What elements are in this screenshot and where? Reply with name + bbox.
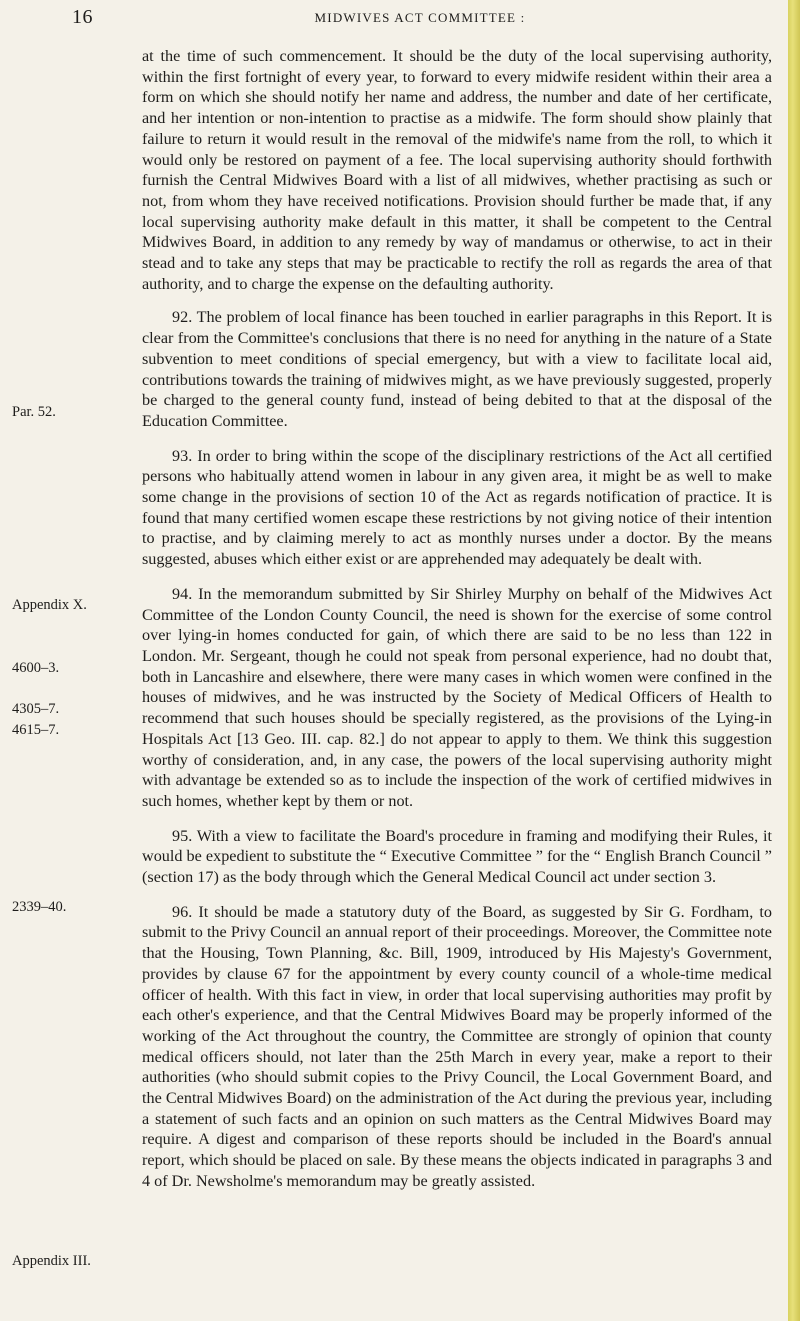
margin-note-4615: 4615–7. — [12, 722, 60, 738]
margin-note-appendix-x: Appendix X. — [12, 597, 87, 613]
paragraph-continued: at the time of such commencement. It should be the duty of the local supervising authority, within the first fortnight of every year, to forward to every midwife resident within their area a form on which she should notify her name and address, the number and date of her certificate, and her intention or non-intention to practise as a midwife. The form should show plainly that failure to return it would result in the removal of the midwife's name from the roll, to which it would only be restored on payment of a fee. The local supervising authority should forthwith furnish the Central Midwives Board with a list of all midwives, whether practising as such or not, from whom they have received notifications. Provision should further be made that, if any local supervising authority make default in this matter, it shall be competent to the Central Midwives Board, in addition to any remedy by way of mandamus or otherwise, to act in their stead and to take any steps that may be practicable to rectify the roll as regards the area of that authority, and to charge the expense on the defaulting authority. — [142, 47, 772, 293]
margin-note-appendix-iii: Appendix III. — [12, 1253, 91, 1269]
paragraph-92: 92. The problem of local finance has been touched in earlier paragraphs in this Report. It is clear from the Committee's conclusions that there is no need for anything in the nature of a State subvention to meet conditions of special emergency, but with a view to facilitate local aid, contributions towards the training of midwives might, as we have previously suggested, properly be charged to the general county fund, instead of being debited to that at the disposal of the Education Committee. — [142, 308, 772, 430]
page-number: 16 — [72, 6, 93, 28]
margin-note-par-52: Par. 52. — [12, 404, 56, 420]
body-text — [142, 46, 772, 1192]
page-header — [60, 6, 780, 30]
margin-note-2339: 2339–40. — [12, 899, 67, 915]
paragraph-94: 94. In the memorandum submitted by Sir Shirley Murphy on behalf of the Midwives Act Committee of the London County Council, the need is shown for the exercise of some control over lying-in homes conducted for gain, of which there are said to be no less than 122 in London. Mr. Sergeant, though he could not speak from personal experience, had no doubt that, both in Lancashire and elsewhere, there were many cases in which women were confined in the houses of midwives, and he was instructed by the Society of Medical Officers of Health to recommend that such houses should be specially registered, as the provisions of the Lying-in Hospitals Act [13 Geo. III. cap. 82.] do not appear to apply to them. We think this suggestion worthy of consideration, and, in any case, the powers of the local supervising authority might with advantage be extended so as to include the inspection of the work of certified midwives in such homes, whether kept by them or not. — [142, 584, 772, 810]
paragraph-96: 96. It should be made a statutory duty of the Board, as suggested by Sir G. Fordham, to submit to the Privy Council an annual report of their proceedings. Moreover, the Committee note that the Housing, Town Planning, &c. Bill, 1909, introduced by His Majesty's Government, provides by clause 67 for the appointment by every county council of a whole-time medical officer of health. With this fact in view, in order that local supervising authorities may profit by each other's experience, and that the Central Midwives Board may be properly informed of the working of the Act throughout the country, the Committee are strongly of opinion that county medical officers should, not later than the 25th March in every year, make a report to their authorities (who should submit copies to the Privy Council, the Local Government Board, and the Central Midwives Board) on the administration of the Act during the previous year, including a statement of such facts and an opinion on such matters as the Central Midwives Board may require. A digest and comparison of these reports should be included in the Board's annual report, which should be placed on sale. By these means the objects indicated in paragraphs 3 and 4 of Dr. Newsholme's memorandum may be greatly assisted. — [142, 902, 772, 1190]
paragraph-93: 93. In order to bring within the scope of the disciplinary restrictions of the Act all certified persons who habitually attend women in labour in any given area, it might be as well to make some change in the provisions of section 10 of the Act as regards notification of practice. It is found that many certified women escape these restrictions by not giving notice of their intention to practise, and by claiming merely to act as monthly nurses under a doctor. By the means suggested, abuses which either exist or are apprehended may adequately be dealt with. — [142, 446, 772, 569]
margin-note-4305: 4305–7. — [12, 701, 60, 717]
margin-note-4600: 4600–3. — [12, 660, 60, 676]
running-head: MIDWIVES ACT COMMITTEE : — [314, 10, 526, 25]
page-edge — [788, 0, 800, 1321]
paragraph-95: 95. With a view to facilitate the Board's procedure in framing and modifying their Rules, it would be expedient to substitute the “ Executive Committee ” for the “ English Branch Council ” (section 17) as the body through which the General Medical Council act under section 3. — [142, 826, 772, 887]
